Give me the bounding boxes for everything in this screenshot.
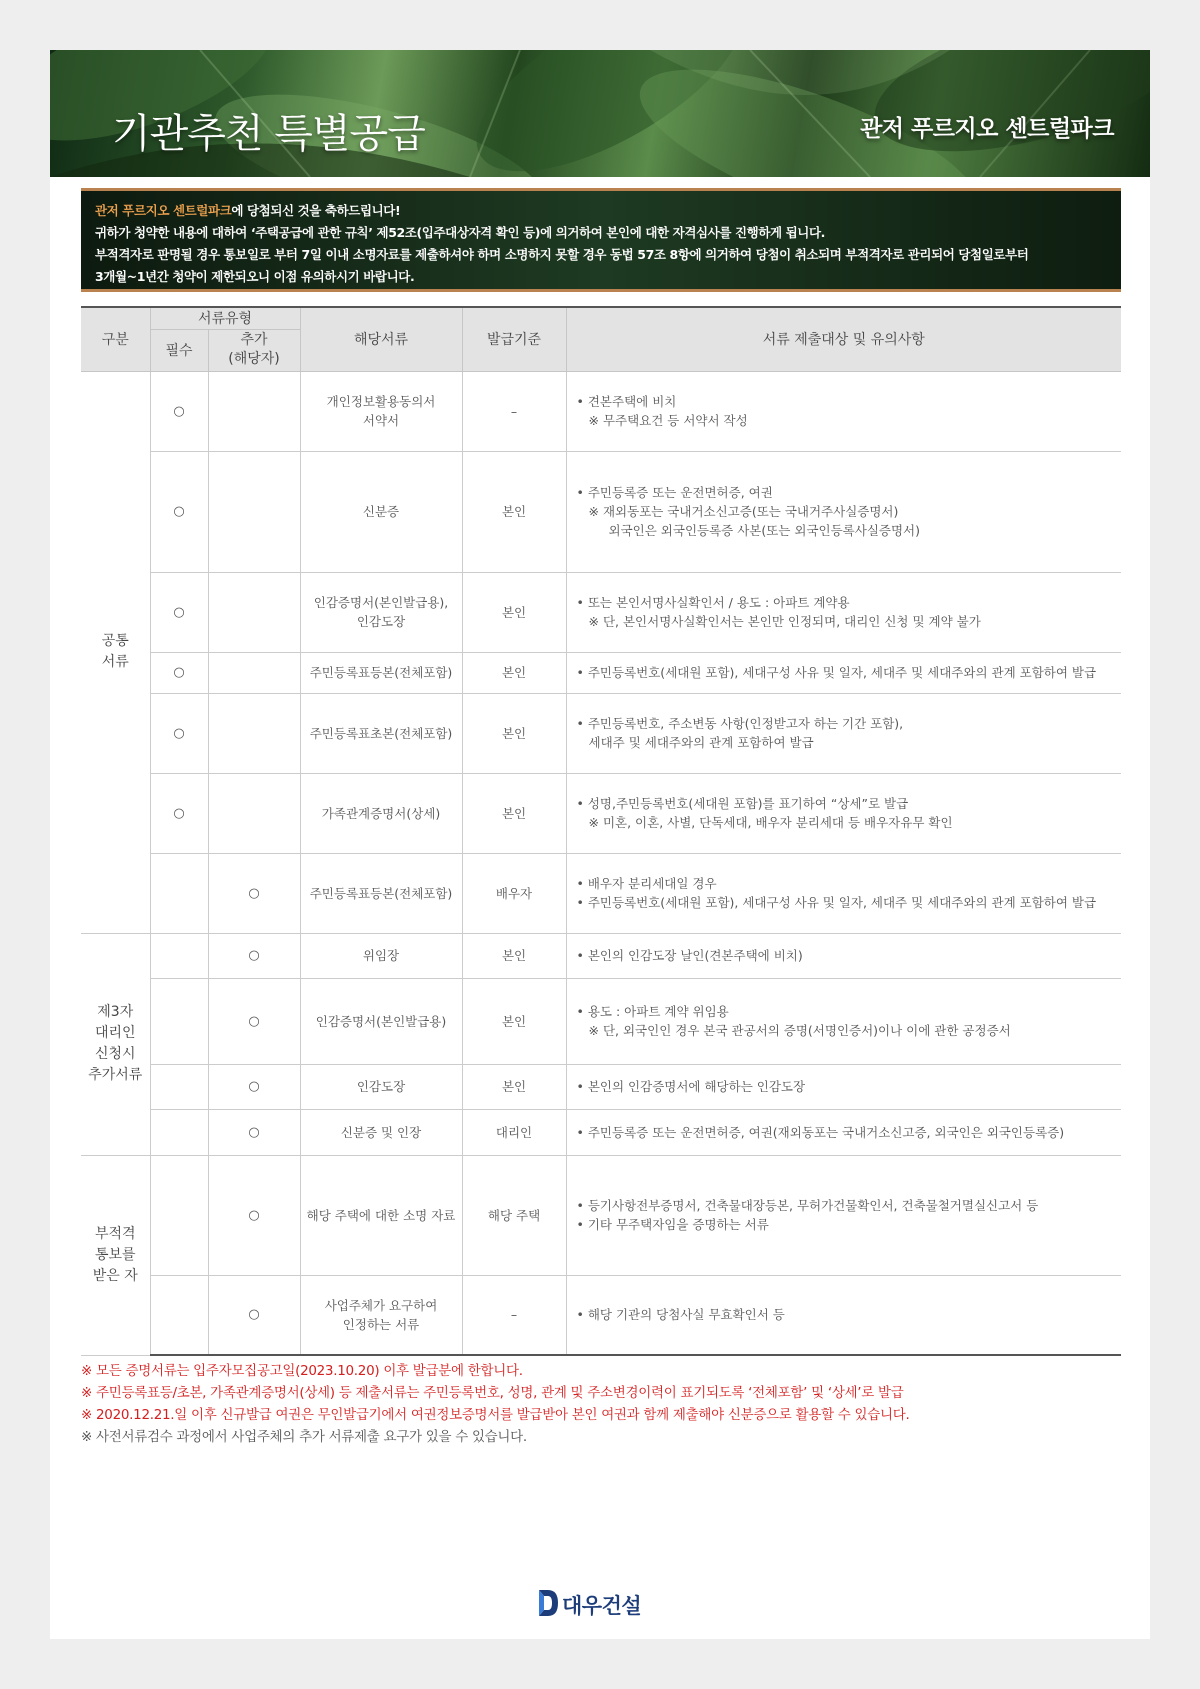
issuer: 대리인: [462, 1109, 566, 1155]
additional-mark: ○: [208, 853, 300, 933]
note-line: 외국인은 외국인등록증 사본(또는 외국인등록사실증명서): [608, 523, 920, 538]
note-line: • 주민등록증 또는 운전면허증, 여권(재외동포는 국내거소신고증, 외국인은 외국인등록증): [576, 1124, 1065, 1140]
table-row: [81, 572, 1121, 652]
note-line: • 배우자 분리세대일 경우: [576, 876, 717, 891]
required-mark: [150, 933, 208, 978]
note-line: • 주민등록번호(세대원 포함), 세대구성 사유 및 일자, 세대주 및 세대주와의 관계 포함하여 발급: [576, 895, 1097, 910]
additional-mark: [208, 773, 300, 853]
notes: [566, 1064, 1121, 1109]
table-row: [81, 1064, 1121, 1109]
page: [50, 50, 1150, 1639]
required-mark: [150, 1064, 208, 1109]
note-line: • 주민등록번호, 주소변동 사항(인정받고자 하는 기간 포함),: [576, 716, 904, 731]
notes: [566, 853, 1121, 933]
note-line: ※ 단, 본인서명사실확인서는 본인만 인정되며, 대리인 신청 및 계약 불가: [588, 614, 981, 629]
table-body: [81, 371, 1121, 1355]
document-name: 주민등록표초본(전체포함): [300, 693, 462, 773]
footnote-passport: ※ 2020.12.21.일 이후 신규발급 여권은 무인발급기에서 여권정보증명서를 발급받아 본인 여권과 함께 제출해야 신분증으로 활용할 수 있습니다.: [81, 1407, 910, 1423]
required-mark: [150, 1275, 208, 1355]
table-row: [81, 978, 1121, 1064]
required-mark: ○: [150, 652, 208, 693]
notice-line-1: [95, 200, 1107, 222]
document-name: 주민등록표등본(전체포함): [300, 652, 462, 693]
document-name: 인감증명서(본인발급용), 인감도장: [300, 572, 462, 652]
notes: [566, 978, 1121, 1064]
table-row: [81, 371, 1121, 451]
notice-line-2: 귀하가 청약한 내용에 대하여 ‘주택공급에 관한 규칙’ 제52조(입주대상자격 확인 등)에 의거하여 본인에 대한 자격심사를 진행하게 됩니다.: [95, 225, 825, 240]
required-mark: ○: [150, 371, 208, 451]
footnote-additional-request: ※ 사전서류검수 과정에서 사업주체의 추가 서류제출 요구가 있을 수 있습니다.: [81, 1429, 527, 1445]
required-mark: [150, 853, 208, 933]
notes: [566, 451, 1121, 572]
issuer: 본인: [462, 978, 566, 1064]
header-additional: [208, 329, 300, 371]
issuer: 본인: [462, 652, 566, 693]
additional-mark: ○: [208, 1064, 300, 1109]
issuer: 본인: [462, 572, 566, 652]
additional-mark: ○: [208, 933, 300, 978]
issuer: –: [462, 1275, 566, 1355]
notes: [566, 1155, 1121, 1275]
notice-highlight: 관저 푸르지오 센트럴파크: [95, 203, 232, 218]
notes: [566, 1275, 1121, 1355]
required-mark: [150, 978, 208, 1064]
footnote-full-detail: ※ 주민등록표등/초본, 가족관계증명서(상세) 등 제출서류는 주민등록번호, 성명, 관계 및 주소변경이력이 표기되도록 ‘전체포함’ 및 ‘상세’로 발급: [81, 1385, 904, 1401]
notice-line-4: 3개월~1년간 청약이 제한되오니 이점 유의하시기 바랍니다.: [95, 269, 415, 284]
note-line: • 해당 기관의 당첨사실 무효확인서 등: [576, 1307, 785, 1323]
additional-mark: [208, 572, 300, 652]
note-line: • 또는 본인서명사실확인서 / 용도 : 아파트 계약용: [576, 595, 850, 610]
table-row: [81, 1155, 1121, 1275]
issuer: 본인: [462, 693, 566, 773]
note-line: • 기타 무주택자임을 증명하는 서류: [576, 1217, 769, 1232]
note-line: • 본인의 인감증명서에 해당하는 인감도장: [576, 1079, 806, 1094]
daewoo-logo-icon: [536, 1588, 560, 1618]
notes: [566, 693, 1121, 773]
table-row: [81, 773, 1121, 853]
table-row: [81, 451, 1121, 572]
additional-mark: ○: [208, 1109, 300, 1155]
table-row: [81, 652, 1121, 693]
header-issuer: 발급기준: [462, 307, 566, 371]
header-document: 해당서류: [300, 307, 462, 371]
required-mark: ○: [150, 773, 208, 853]
note-line: • 주민등록증 또는 운전면허증, 여권: [576, 485, 773, 500]
issuer: 본인: [462, 773, 566, 853]
required-mark: ○: [150, 572, 208, 652]
required-mark: ○: [150, 693, 208, 773]
required-mark: [150, 1155, 208, 1275]
document-name: 인감증명서(본인발급용): [300, 978, 462, 1064]
notice-line-1-rest: 에 당첨되신 것을 축하드립니다!: [231, 203, 401, 218]
required-mark: [150, 1109, 208, 1155]
document-name: 해당 주택에 대한 소명 자료: [300, 1155, 462, 1275]
issuer: 본인: [462, 933, 566, 978]
table-row: [81, 933, 1121, 978]
category-common: 공통 서류: [81, 371, 150, 933]
additional-mark: ○: [208, 978, 300, 1064]
note-line: • 견본주택에 비치: [576, 394, 677, 409]
footnote-issue-date: ※ 모든 증명서류는 입주자모집공고일(2023.10.20) 이후 발급분에 한합니다.: [81, 1363, 523, 1379]
document-name: 인감도장: [300, 1064, 462, 1109]
additional-mark: ○: [208, 1155, 300, 1275]
additional-mark: [208, 693, 300, 773]
document-name: 주민등록표등본(전체포함): [300, 853, 462, 933]
required-mark: ○: [150, 451, 208, 572]
issuer: 배우자: [462, 853, 566, 933]
note-line: • 용도 : 아파트 계약 위임용: [576, 1004, 729, 1019]
header-banner: [50, 50, 1150, 177]
issuer: –: [462, 371, 566, 451]
note-line: • 등기사항전부증명서, 건축물대장등본, 무허가건물확인서, 건축물철거멸실신고서 등: [576, 1198, 1039, 1213]
document-name: 위임장: [300, 933, 462, 978]
notes: [566, 773, 1121, 853]
table-row: [81, 1275, 1121, 1355]
daewoo-logo: [536, 1588, 666, 1618]
congratulation-notice: [81, 188, 1121, 292]
document-name: 사업주체가 요구하여 인정하는 서류: [300, 1275, 462, 1355]
table-row: [81, 853, 1121, 933]
category-ineligible: 부적격 통보를 받은 자: [81, 1155, 150, 1355]
note-line: • 본인의 인감도장 날인(견본주택에 비치): [576, 948, 803, 963]
note-line: ※ 미혼, 이혼, 사별, 단독세대, 배우자 분리세대 등 배우자유무 확인: [588, 815, 953, 830]
notes: [566, 572, 1121, 652]
header-additional-label: 추가: [240, 332, 268, 348]
additional-mark: [208, 652, 300, 693]
note-line: ※ 단, 외국인인 경우 본국 관공서의 증명(서명인증서)이나 이에 관한 공정증서: [588, 1023, 1011, 1038]
footnotes: [81, 1360, 1131, 1448]
note-line: • 주민등록번호(세대원 포함), 세대구성 사유 및 일자, 세대주 및 세대주와의 관계 포함하여 발급: [576, 665, 1097, 680]
header-additional-sub: (해당자): [228, 351, 280, 367]
notes: [566, 933, 1121, 978]
notice-line-3: 부적격자로 판명될 경우 통보일로 부터 7일 이내 소명자료를 제출하셔야 하며 소명하지 못할 경우 동법 57조 8항에 의거하여 당첨이 취소되며 부적격자로 관리되어 당첨일로부터: [95, 247, 1029, 262]
document-name: 신분증 및 인장: [300, 1109, 462, 1155]
notes: [566, 371, 1121, 451]
document-name: 신분증: [300, 451, 462, 572]
category-proxy: 제3자 대리인 신청시 추가서류: [81, 933, 150, 1155]
required-documents-table: [81, 306, 1121, 1356]
issuer: 본인: [462, 451, 566, 572]
issuer: 본인: [462, 1064, 566, 1109]
daewoo-logo-text: 대우건설: [562, 1594, 642, 1618]
document-name: 가족관계증명서(상세): [300, 773, 462, 853]
additional-mark: ○: [208, 1275, 300, 1355]
header-category: 구분: [81, 307, 150, 371]
header-notes: 서류 제출대상 및 유의사항: [566, 307, 1121, 371]
note-line: 세대주 및 세대주와의 관계 포함하여 발급: [588, 735, 814, 750]
header-doc-type: 서류유형: [150, 307, 300, 329]
additional-mark: [208, 451, 300, 572]
page-title: 기관추천 특별공급: [112, 111, 425, 157]
brand-name: 관저 푸르지오 센트럴파크: [860, 116, 1114, 142]
note-line: ※ 재외동포는 국내거소신고증(또는 국내거주사실증명서): [588, 504, 899, 519]
table-row: [81, 693, 1121, 773]
issuer: 해당 주택: [462, 1155, 566, 1275]
note-line: • 성명,주민등록번호(세대원 포함)를 표기하여 “상세”로 발급: [576, 796, 909, 811]
additional-mark: [208, 371, 300, 451]
notes: [566, 1109, 1121, 1155]
table-row: [81, 1109, 1121, 1155]
note-line: ※ 무주택요건 등 서약서 작성: [588, 413, 748, 428]
header-required: 필수: [150, 329, 208, 371]
notes: [566, 652, 1121, 693]
document-name: 개인정보활용동의서 서약서: [300, 371, 462, 451]
